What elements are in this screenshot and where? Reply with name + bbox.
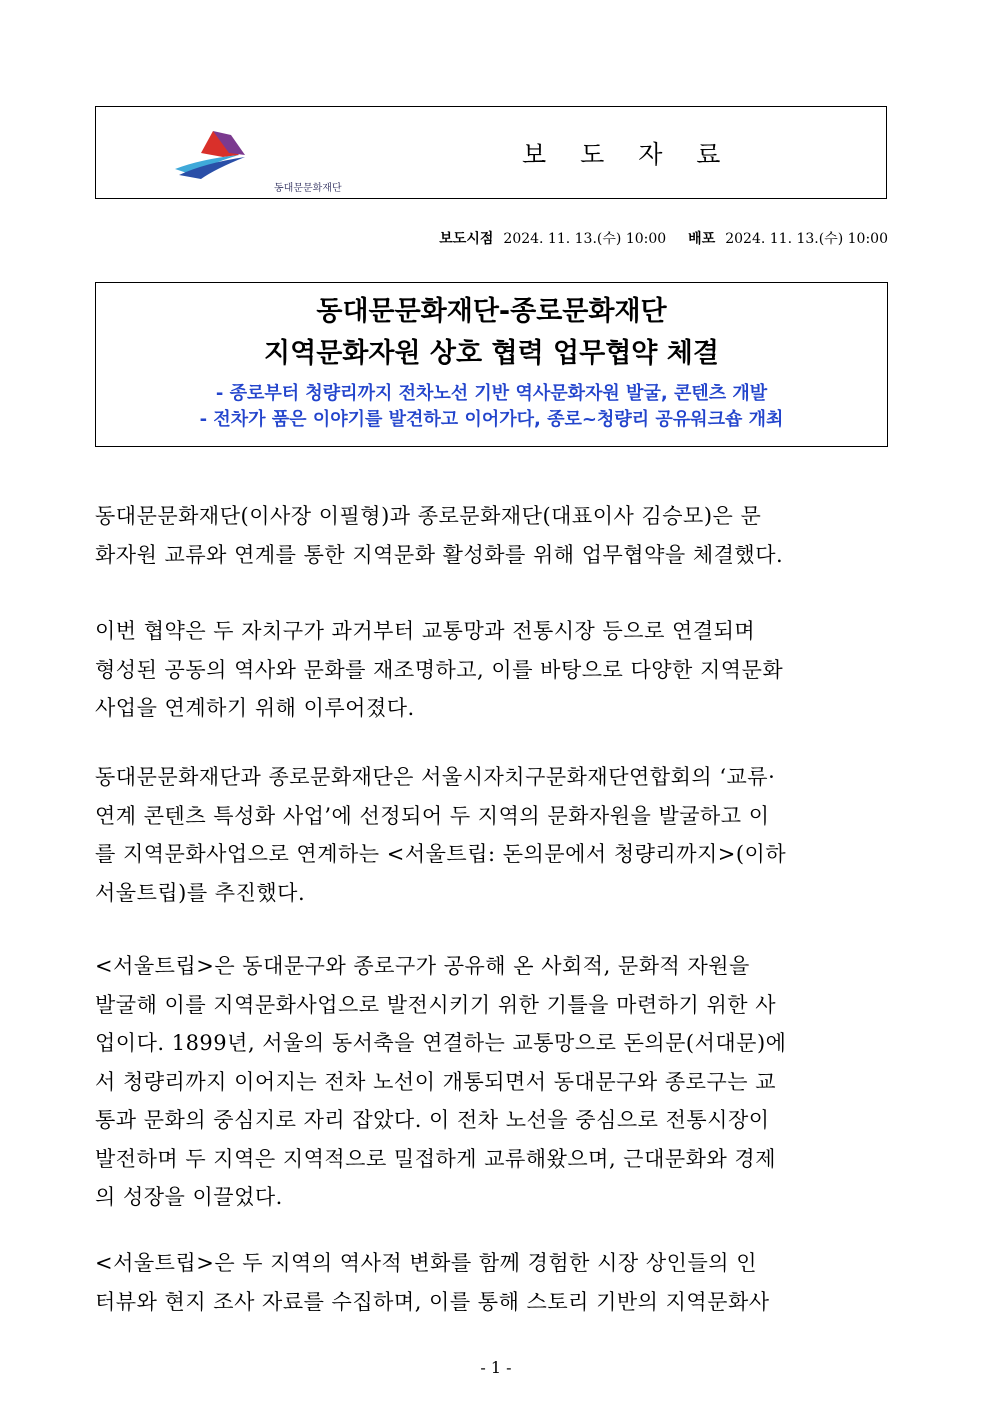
paragraph-line: 서 청량리까지 이어지는 전차 노선이 개통되면서 동대문구와 종로구는 교 xyxy=(95,1069,776,1094)
distribution-value: 2024. 11. 13.(수) 10:00 xyxy=(725,231,888,247)
subheadline-2: - 전차가 품은 이야기를 발견하고 이어가다, 종로~청량리 공유워크숍 개최 xyxy=(199,409,784,430)
paragraph-line: 화자원 교류와 연계를 통한 지역문화 활성화를 위해 업무협약을 체결했다. xyxy=(95,542,784,567)
header-box xyxy=(95,106,887,199)
paragraph-line: 동대문문화재단과 종로문화재단은 서울시자치구문화재단연합회의 ‘교류· xyxy=(95,765,776,789)
headline-box xyxy=(95,282,888,447)
paragraph-line: <서울트립>은 동대문구와 종로구가 공유해 온 사회적, 문화적 자원을 xyxy=(95,954,750,978)
paragraph-line: 의 성장을 이끌었다. xyxy=(95,1185,283,1209)
headline-line-1: 동대문문화재단-종로문화재단 xyxy=(316,296,667,327)
foundation-logo xyxy=(171,125,342,194)
paragraph-line: <서울트립>은 두 지역의 역사적 변화를 함께 경험한 시장 상인들의 인 xyxy=(95,1251,757,1275)
release-time-value: 2024. 11. 13.(수) 10:00 xyxy=(503,231,667,247)
paragraph-line: 발전하며 두 지역은 지역적으로 밀접하게 교류해왔으며, 근대문화와 경제 xyxy=(95,1146,776,1171)
paragraph-line: 이번 협약은 두 자치구가 과거부터 교통망과 전통시장 등으로 연결되며 xyxy=(95,619,756,643)
paragraph-line: 를 지역문화사업으로 연계하는 <서울트립: 돈의문에서 청량리까지>(이하 xyxy=(95,842,787,866)
body-paragraph-2 xyxy=(95,612,895,728)
document-type-title: 보 도 자 료 xyxy=(522,140,734,169)
body-paragraph-4 xyxy=(95,947,895,1217)
subheadline-1: - 종로부터 청량리까지 전차노선 기반 역사문화자원 발굴, 콘텐츠 개발 xyxy=(215,383,768,404)
paragraph-line: 동대문문화재단(이사장 이필형)과 종로문화재단(대표이사 김승모)은 문 xyxy=(95,504,762,528)
paragraph-line: 형성된 공동의 역사와 문화를 재조명하고, 이를 바탕으로 다양한 지역문화 xyxy=(95,657,784,682)
headline-line-2: 지역문화자원 상호 협력 업무협약 체결 xyxy=(264,338,719,369)
paragraph-line: 발굴해 이를 지역문화사업으로 발전시키기 위한 기틀을 마련하기 위한 사 xyxy=(95,992,776,1017)
body-paragraph-5 xyxy=(95,1244,895,1321)
foundation-logo-icon xyxy=(171,125,301,183)
paragraph-line: 서울트립)를 추진했다. xyxy=(95,880,306,905)
page-number: - 1 - xyxy=(480,1358,512,1377)
release-info xyxy=(439,228,888,248)
paragraph-line: 업이다. 1899년, 서울의 동서축을 연결하는 교통망으로 돈의문(서대문)에 xyxy=(95,1031,787,1055)
paragraph-line: 통과 문화의 중심지로 자리 잡았다. 이 전차 노선을 중심으로 전통시장이 xyxy=(95,1108,770,1132)
distribution-label: 배포 xyxy=(688,231,716,247)
paragraph-line: 연계 콘텐츠 특성화 사업’에 선정되어 두 지역의 문화자원을 발굴하고 이 xyxy=(95,803,770,828)
paragraph-line: 사업을 연계하기 위해 이루어졌다. xyxy=(95,696,415,720)
release-time-label: 보도시점 xyxy=(439,231,494,247)
body-paragraph-3 xyxy=(95,758,895,912)
logo-text: 동대문문화재단 xyxy=(274,183,342,194)
paragraph-line: 터뷰와 현지 조사 자료를 수집하며, 이를 통해 스토리 기반의 지역문화사 xyxy=(95,1289,770,1314)
body-paragraph-1 xyxy=(95,497,895,574)
